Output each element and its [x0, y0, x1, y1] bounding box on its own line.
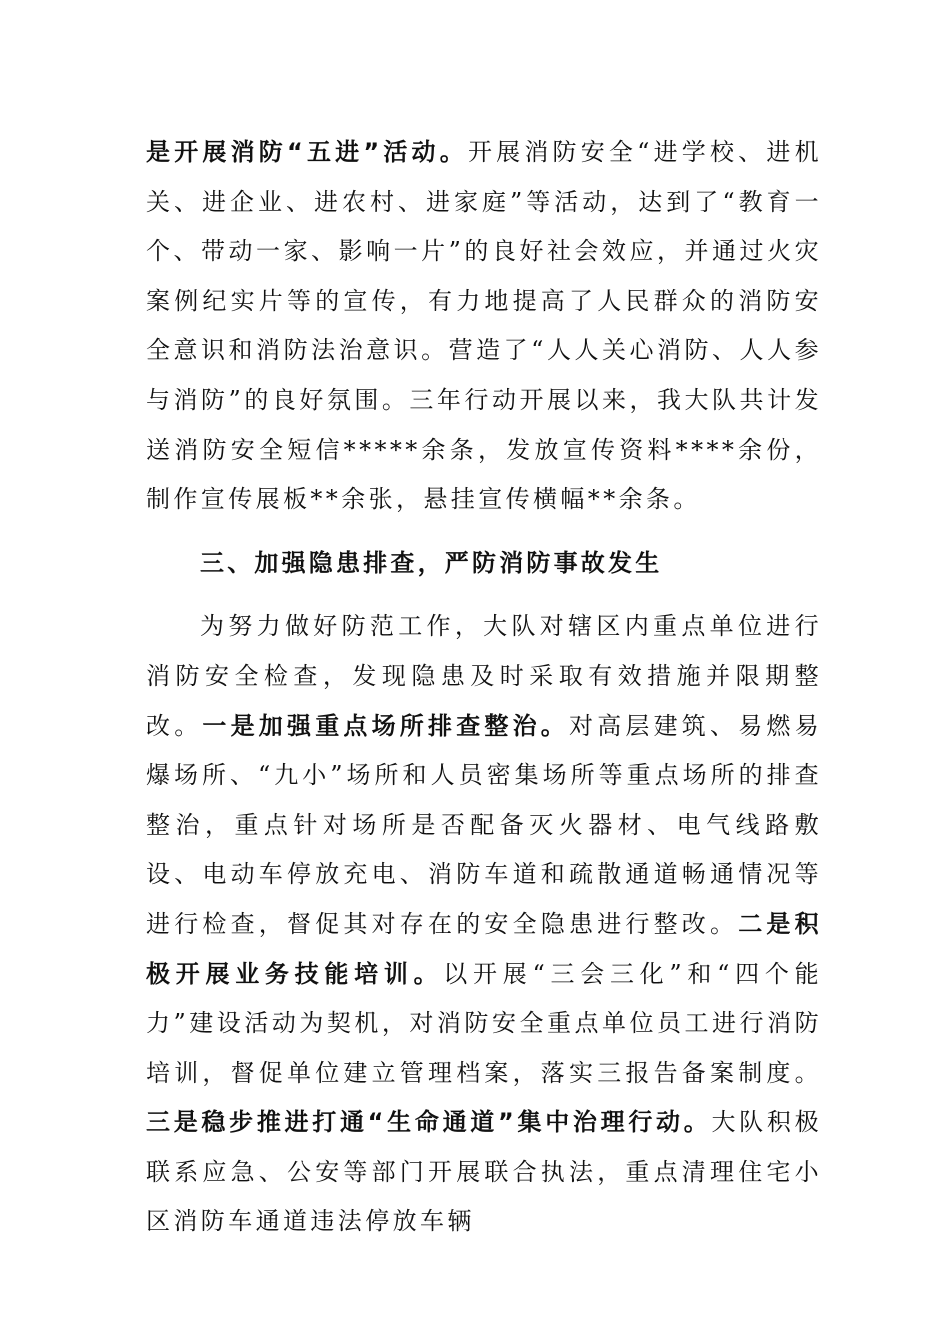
bold-item-1: 一是加强重点场所排查整治。	[202, 711, 569, 740]
paragraph-publicity	[146, 128, 822, 525]
item-3-text: 大队积极联系应急、公安等部门开展联合执法，重点清理住宅小区消防车通道违法停放车辆	[146, 1108, 822, 1236]
spacer	[146, 588, 822, 602]
paragraph-intro: 为努力做好防范工作，大队对辖区内重点单位进行消防安全检查，发现隐患及时采取有效措施并限期整改。	[146, 612, 822, 740]
item-1-text: 对高层建筑、易燃易爆场所、“九小”场所和人员密集场所等重点场所的排查整治，重点针对场所是否配备灭火器材、电气线路敷设、电动车停放充电、消防车道和疏散通道畅通情况等进行检查，督促其对存在的安全隐患进行整改。	[146, 711, 822, 938]
item-2-text: 以开展“三会三化”和“四个能力”建设活动为契机，对消防安全重点单位员工进行消防培训，督促单位建立管理档案，落实三报告备案制度。	[146, 959, 822, 1087]
paragraph-hazard-inspection	[146, 602, 822, 1247]
section-heading-3: 三、加强隐患排查，严防消防事故发生	[200, 548, 663, 577]
bold-item-3: 三是稳步推进打通“生命通道”集中治理行动。	[146, 1108, 712, 1137]
paragraph-text: 开展消防安全“进学校、进机关、进企业、进农村、进家庭”等活动，达到了“教育一个、带动一家、影响一片”的良好社会效应，并通过火灾案例纪实片等的宣传，有力地提高了人民群众的消防安全意识和消防法治意识。营造了“人人关心消防、人人参与消防”的良好氛围。三年行动开展以来，我大队共计发送消防安全短信*****余条，发放宣传资料****余份，制作宣传展板**余张，悬挂宣传横幅**余条。	[146, 138, 822, 514]
spacer	[146, 525, 822, 539]
bold-lead-five-entries: 是开展消防“五进”活动。	[146, 138, 468, 166]
bold-item-2: 二是积极开展业务技能培训。	[146, 909, 823, 988]
document-page	[146, 128, 822, 1247]
